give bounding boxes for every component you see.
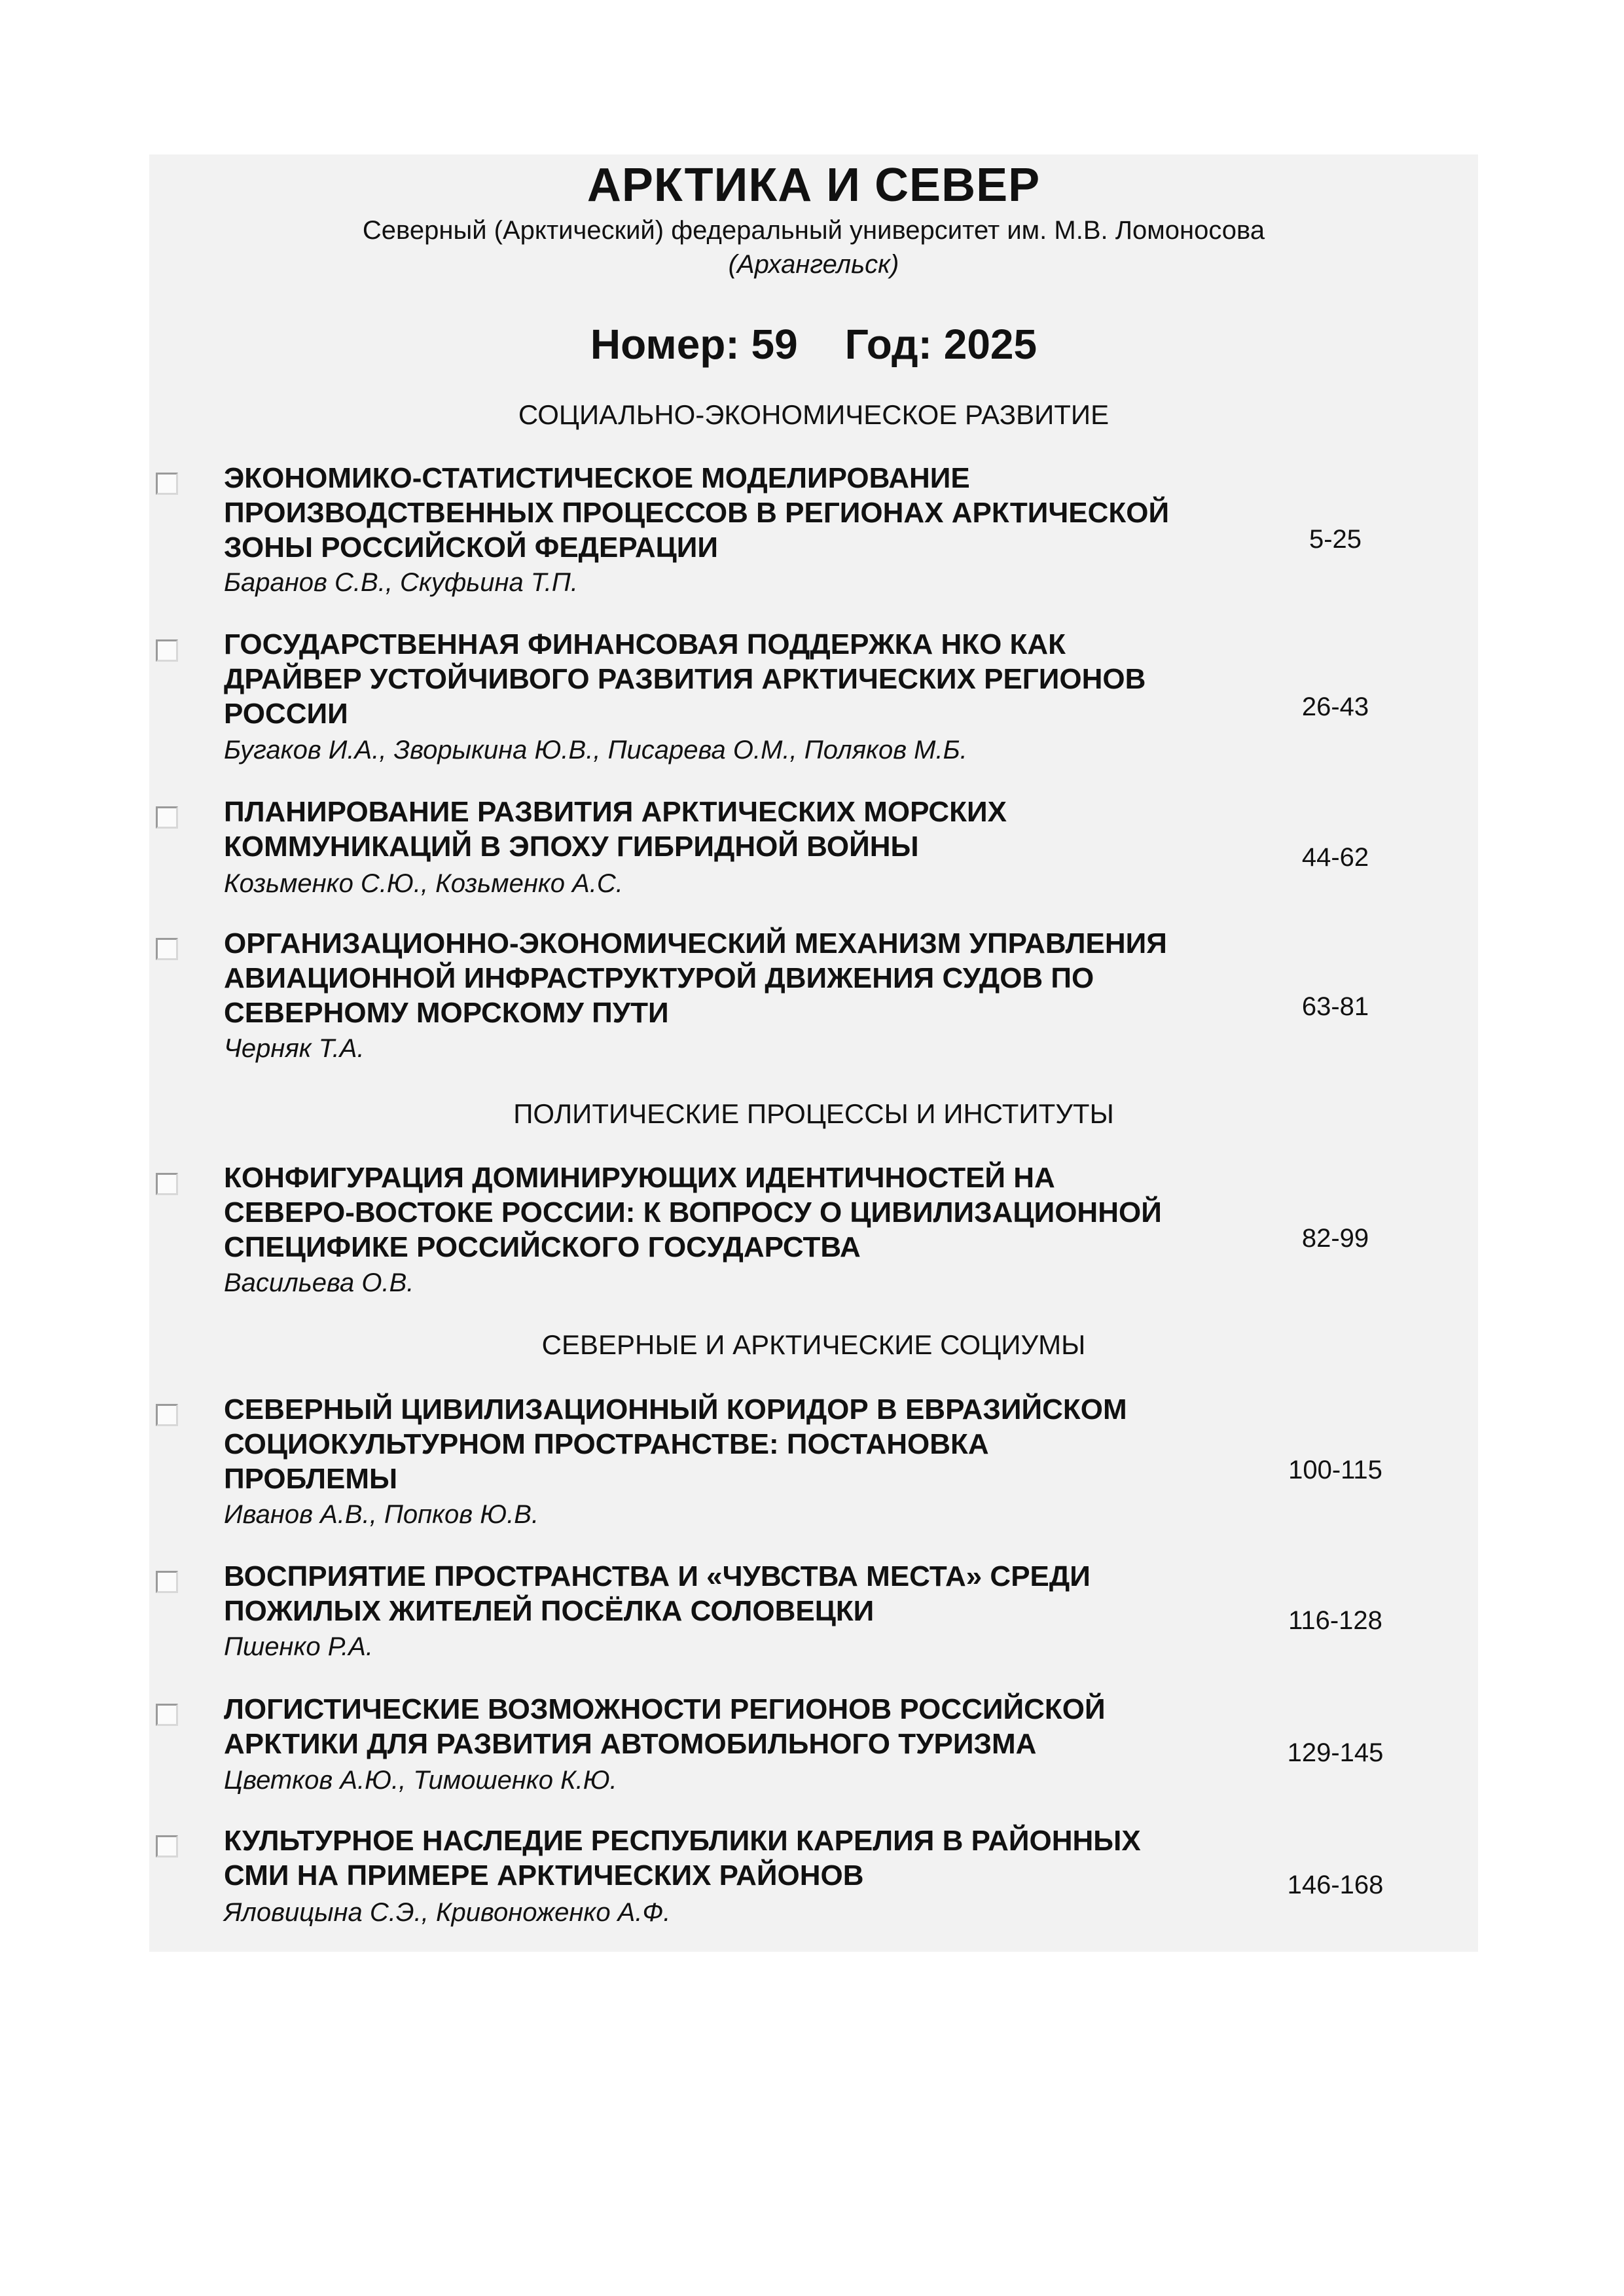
issue-year: Год: 2025 <box>844 321 1038 368</box>
publisher-city: (Архангельск) <box>728 250 899 279</box>
section-title: ПОЛИТИЧЕСКИЕ ПРОЦЕССЫ И ИНСТИТУТЫ <box>513 1098 1114 1129</box>
article-authors: Цветков А.Ю., Тимошенко К.Ю. <box>224 1766 617 1795</box>
article-checkbox[interactable] <box>156 473 178 495</box>
article-title[interactable]: СЕВЕРНЫЙ ЦИВИЛИЗАЦИОННЫЙ КОРИДОР В ЕВРАЗИЙСКОМ СОЦИОКУЛЬТУРНОМ ПРОСТРАНСТВЕ: ПОСТАНОВКА ПРОБЛЕМЫ <box>224 1393 1127 1495</box>
article-checkbox[interactable] <box>156 1173 178 1195</box>
article-title[interactable]: КУЛЬТУРНОЕ НАСЛЕДИЕ РЕСПУБЛИКИ КАРЕЛИЯ В РАЙОННЫХ СМИ НА ПРИМЕРЕ АРКТИЧЕСКИХ РАЙОНОВ <box>224 1825 1141 1892</box>
section-title: СЕВЕРНЫЕ И АРКТИЧЕСКИЕ СОЦИУМЫ <box>541 1329 1086 1360</box>
article-title[interactable]: ЭКОНОМИКО-СТАТИСТИЧЕСКОЕ МОДЕЛИРОВАНИЕ ПРОИЗВОДСТВЕННЫХ ПРОЦЕССОВ В РЕГИОНАХ АРКТИЧЕСКОЙ ЗОНЫ РОССИЙСКОЙ ФЕДЕРАЦИИ <box>224 462 1170 564</box>
article-authors: Васильева О.В. <box>224 1268 414 1297</box>
article-checkbox[interactable] <box>156 1704 178 1726</box>
publisher-name: Северный (Арктический) федеральный университет им. М.В. Ломоносова <box>362 216 1265 245</box>
article-checkbox[interactable] <box>156 1571 178 1593</box>
issue-number: Номер: 59 <box>590 321 798 368</box>
article-title[interactable]: ОРГАНИЗАЦИОННО-ЭКОНОМИЧЕСКИЙ МЕХАНИЗМ УПРАВЛЕНИЯ АВИАЦИОННОЙ ИНФРАСТРУКТУРОЙ ДВИЖЕНИЯ СУДОВ ПО СЕВЕРНОМУ МОРСКОМУ ПУТИ <box>224 927 1167 1029</box>
section-title: СОЦИАЛЬНО-ЭКОНОМИЧЕСКОЕ РАЗВИТИЕ <box>518 399 1110 430</box>
journal-title: АРКТИКА И СЕВЕР <box>586 159 1041 211</box>
article-authors: Баранов С.В., Скуфьина Т.П. <box>224 568 578 597</box>
article-pages: 5-25 <box>1308 525 1362 554</box>
article-checkbox[interactable] <box>156 639 178 662</box>
article-checkbox[interactable] <box>156 806 178 829</box>
article-checkbox[interactable] <box>156 938 178 960</box>
article-authors: Черняк Т.А. <box>224 1034 365 1063</box>
article-title[interactable]: ВОСПРИЯТИЕ ПРОСТРАНСТВА И «ЧУВСТВА МЕСТА» СРЕДИ ПОЖИЛЫХ ЖИТЕЛЕЙ ПОСЁЛКА СОЛОВЕЦКИ <box>224 1560 1091 1627</box>
article-title[interactable]: ГОСУДАРСТВЕННАЯ ФИНАНСОВАЯ ПОДДЕРЖКА НКО КАК ДРАЙВЕР УСТОЙЧИВОГО РАЗВИТИЯ АРКТИЧЕСКИХ РЕГИОНОВ РОССИИ <box>224 628 1146 730</box>
article-pages: 26-43 <box>1301 692 1369 721</box>
article-title[interactable]: ПЛАНИРОВАНИЕ РАЗВИТИЯ АРКТИЧЕСКИХ МОРСКИХ КОММУНИКАЦИЙ В ЭПОХУ ГИБРИДНОЙ ВОЙНЫ <box>224 796 1007 863</box>
article-pages: 146-168 <box>1287 1871 1384 1899</box>
article-pages: 82-99 <box>1301 1224 1369 1253</box>
article-authors: Яловицына С.Э., Кривоноженко А.Ф. <box>224 1898 671 1927</box>
article-pages: 100-115 <box>1288 1456 1382 1484</box>
article-pages: 129-145 <box>1287 1738 1384 1767</box>
article-authors: Бугаков И.А., Зворыкина Ю.В., Писарева О.М., Поляков М.Б. <box>224 736 967 764</box>
article-pages: 116-128 <box>1288 1606 1382 1635</box>
article-authors: Пшенко Р.А. <box>224 1632 374 1661</box>
article-pages: 44-62 <box>1301 843 1369 872</box>
article-title[interactable]: КОНФИГУРАЦИЯ ДОМИНИРУЮЩИХ ИДЕНТИЧНОСТЕЙ НА СЕВЕРО-ВОСТОКЕ РОССИИ: К ВОПРОСУ О ЦИВИЛИЗАЦИОННОЙ СПЕЦИФИКЕ РОССИЙСКОГО ГОСУДАРСТВА <box>224 1162 1162 1263</box>
article-title[interactable]: ЛОГИСТИЧЕСКИЕ ВОЗМОЖНОСТИ РЕГИОНОВ РОССИЙСКОЙ АРКТИКИ ДЛЯ РАЗВИТИЯ АВТОМОБИЛЬНОГО ТУРИЗМА <box>224 1693 1106 1760</box>
issue-header <box>149 318 1478 370</box>
article-pages: 63-81 <box>1301 992 1369 1021</box>
article-authors: Иванов А.В., Попков Ю.В. <box>224 1500 539 1529</box>
article-authors: Козьменко С.Ю., Козьменко А.С. <box>224 869 623 898</box>
article-checkbox[interactable] <box>156 1835 178 1857</box>
article-checkbox[interactable] <box>156 1404 178 1426</box>
